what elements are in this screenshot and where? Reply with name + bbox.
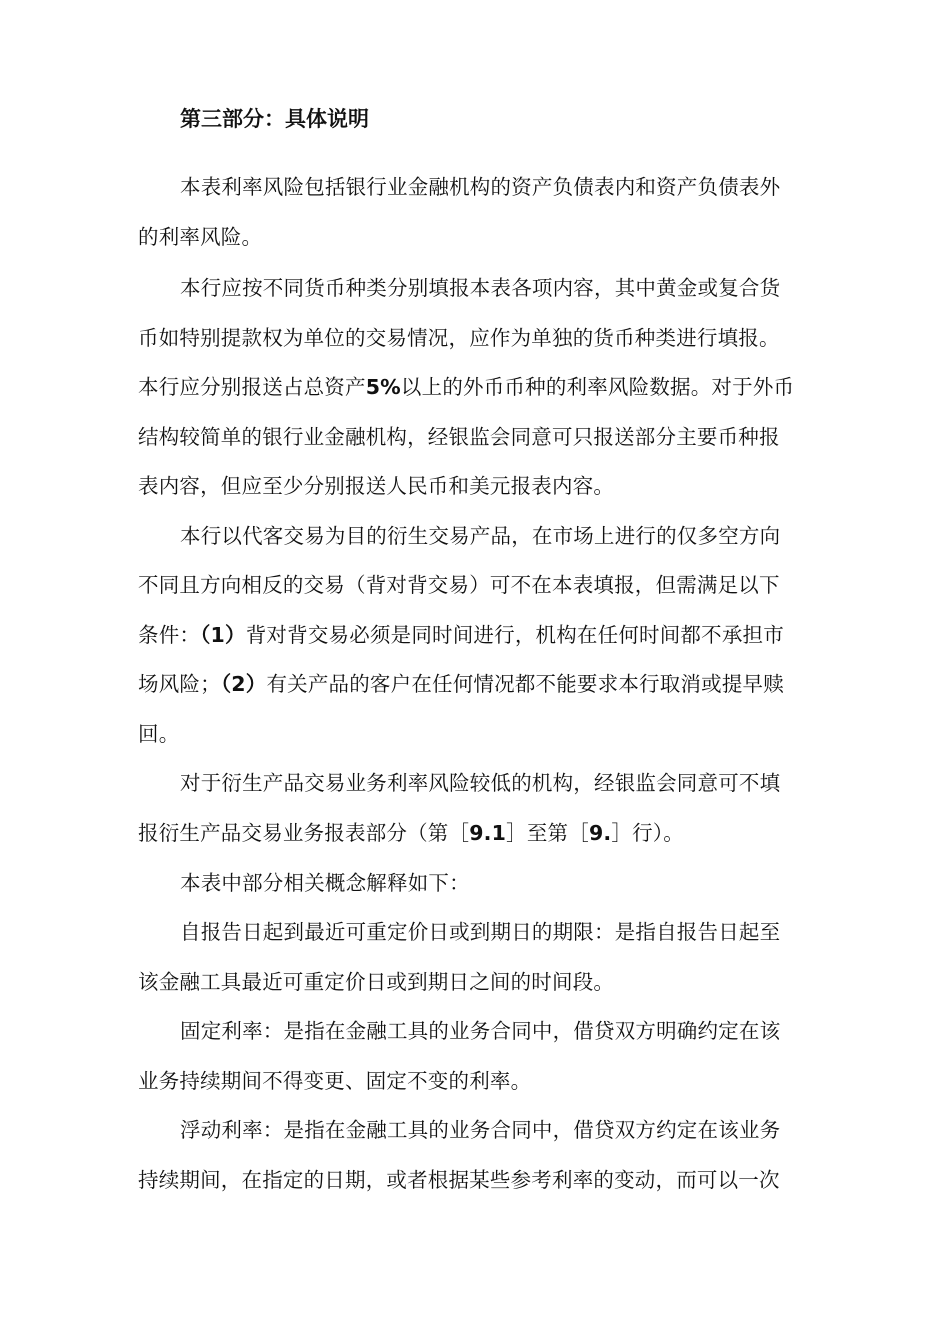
bold-item-number: （1） — [200, 623, 246, 647]
paragraph-line: 固定利率：是指在金融工具的业务合同中，借贷双方明确约定在该 — [180, 1019, 781, 1043]
text-run: 报衍生产品交易业务报表部分（第［ — [138, 821, 470, 845]
paragraph-line: 币如特别提款权为单位的交易情况，应作为单独的货币种类进行填报。 — [138, 326, 780, 350]
text-run: 有关产品的客户在任何情况都不能要求本行取消或提早赎 — [266, 672, 784, 696]
paragraph-line: 持续期间，在指定的日期，或者根据某些参考利率的变动，而可以一次 — [138, 1168, 780, 1192]
paragraph-line: 自报告日起到最近可重定价日或到期日的期限：是指自报告日起至 — [180, 920, 781, 944]
bold-row-number: 9.1 — [469, 821, 507, 845]
paragraph-line: 结构较简单的银行业金融机构，经银监会同意可只报送部分主要币种报 — [138, 425, 780, 449]
bold-item-number: （2） — [220, 672, 267, 696]
bold-value: 5% — [365, 375, 401, 399]
paragraph-line — [138, 372, 794, 402]
text-run: ］行）。 — [611, 821, 684, 845]
paragraph-line: 对于衍生产品交易业务利率风险较低的机构，经银监会同意可不填 — [180, 771, 781, 795]
paragraph-line: 浮动利率：是指在金融工具的业务合同中，借贷双方约定在该业务 — [180, 1118, 781, 1142]
text-run: 本行应分别报送占总资产 — [138, 375, 366, 399]
text-run: 以上的外币币种的利率风险数据。对于外币 — [400, 375, 795, 399]
text-run: 背对背交易必须是同时间进行，机构在任何时间都不承担市 — [245, 623, 784, 647]
paragraph-line: 本行以代客交易为目的衍生交易产品，在市场上进行的仅多空方向 — [180, 524, 781, 548]
paragraph-line — [138, 620, 784, 650]
paragraph-line: 本表中部分相关概念解释如下： — [180, 871, 470, 895]
paragraph-line: 不同且方向相反的交易（背对背交易）可不在本表填报，但需满足以下 — [138, 573, 780, 597]
paragraph-line: 该金融工具最近可重定价日或到期日之间的时间段。 — [138, 970, 615, 994]
bold-row-number: 9. — [588, 821, 612, 845]
text-run: ］至第［ — [506, 821, 589, 845]
text-run: 条件： — [138, 623, 201, 647]
paragraph-line — [138, 669, 784, 699]
paragraph-line — [138, 818, 684, 848]
section-heading: 第三部分：具体说明 — [180, 107, 369, 131]
paragraph-line: 回。 — [138, 722, 180, 746]
paragraph-line: 本表利率风险包括银行业金融机构的资产负债表内和资产负债表外 — [180, 175, 781, 199]
paragraph-line: 的利率风险。 — [138, 225, 263, 249]
paragraph-line: 表内容，但应至少分别报送人民币和美元报表内容。 — [138, 474, 615, 498]
text-run: 场风险； — [138, 672, 221, 696]
paragraph-line: 业务持续期间不得变更、固定不变的利率。 — [138, 1069, 532, 1093]
paragraph-line: 本行应按不同货币种类分别填报本表各项内容，其中黄金或复合货 — [180, 276, 781, 300]
